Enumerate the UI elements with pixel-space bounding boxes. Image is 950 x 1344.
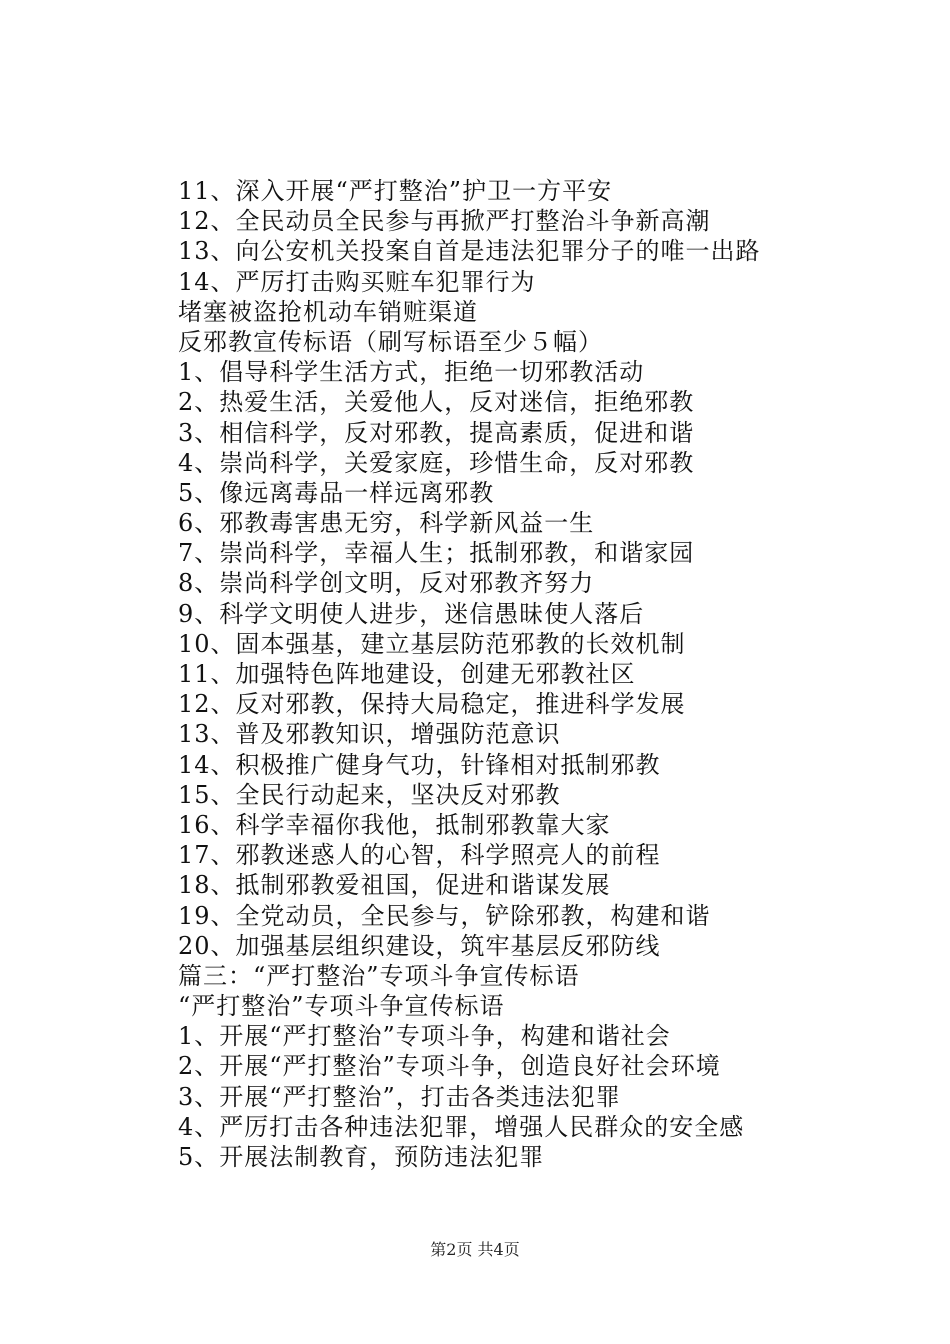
text-line: 18、抵制邪教爱祖国，促进和谐谋发展 — [178, 871, 611, 900]
text-line: 堵塞被盗抢机动车销赃渠道 — [178, 297, 478, 326]
text-line: 2、热爱生活，关爱他人，反对迷信，拒绝邪教 — [178, 388, 695, 417]
text-line: 20、加强基层组织建设，筑牢基层反邪防线 — [178, 931, 661, 960]
text-line: 12、反对邪教，保持大局稳定，推进科学发展 — [178, 690, 686, 719]
text-line: 4、严厉打击各种违法犯罪，增强人民群众的安全感 — [178, 1112, 745, 1141]
text-line: 14、积极推广健身气功，针锋相对抵制邪教 — [178, 750, 661, 779]
section-heading: 反邪教宣传标语（刷写标语至少５幅） — [178, 327, 603, 356]
text-line: 11、加强特色阵地建设，创建无邪教社区 — [178, 660, 636, 688]
page-number-footer: 第2页 共4页 — [430, 1240, 520, 1259]
text-line: 7、崇尚科学，幸福人生；抵制邪教，和谐家园 — [178, 539, 695, 568]
text-line: 4、崇尚科学，关爱家庭，珍惜生命，反对邪教 — [178, 448, 695, 477]
text-line: 3、开展“严打整治”，打击各类违法犯罪 — [178, 1082, 621, 1111]
text-line: 14、严厉打击购买赃车犯罪行为 — [178, 267, 536, 296]
text-line: 3、相信科学，反对邪教，提高素质，促进和谐 — [178, 418, 695, 447]
section-subheading: “严打整治”专项斗争宣传标语 — [178, 992, 505, 1021]
text-line: 12、全民动员全民参与再掀严打整治斗争新高潮 — [178, 207, 711, 236]
text-line: 1、开展“严打整治”专项斗争，构建和谐社会 — [178, 1022, 671, 1051]
section-heading: 篇三：“严打整治”专项斗争宣传标语 — [178, 961, 580, 990]
text-line: 15、全民行动起来，坚决反对邪教 — [178, 780, 561, 809]
document-body — [178, 176, 878, 1172]
text-line: 10、固本强基，建立基层防范邪教的长效机制 — [178, 629, 686, 658]
text-line: 9、科学文明使人进步，迷信愚昧使人落后 — [178, 599, 645, 628]
text-line: 2、开展“严打整治”专项斗争，创造良好社会环境 — [178, 1052, 721, 1081]
text-line: 8、崇尚科学创文明，反对邪教齐努力 — [178, 569, 595, 598]
text-line: 13、向公安机关投案自首是违法犯罪分子的唯一出路 — [178, 237, 761, 266]
text-line: 17、邪教迷惑人的心智，科学照亮人的前程 — [178, 841, 661, 870]
text-line: 16、科学幸福你我他，抵制邪教靠大家 — [178, 810, 611, 839]
text-line: 11、深入开展“严打整治”护卫一方平安 — [178, 177, 613, 205]
text-line: 13、普及邪教知识，增强防范意识 — [178, 720, 561, 749]
text-line: 19、全党动员，全民参与，铲除邪教，构建和谐 — [178, 901, 711, 930]
text-line: 1、倡导科学生活方式，拒绝一切邪教活动 — [178, 358, 645, 387]
text-line: 5、开展法制教育，预防违法犯罪 — [178, 1143, 545, 1171]
text-line: 5、像远离毒品一样远离邪教 — [178, 478, 495, 507]
text-line: 6、邪教毒害患无穷，科学新风益一生 — [178, 509, 595, 538]
